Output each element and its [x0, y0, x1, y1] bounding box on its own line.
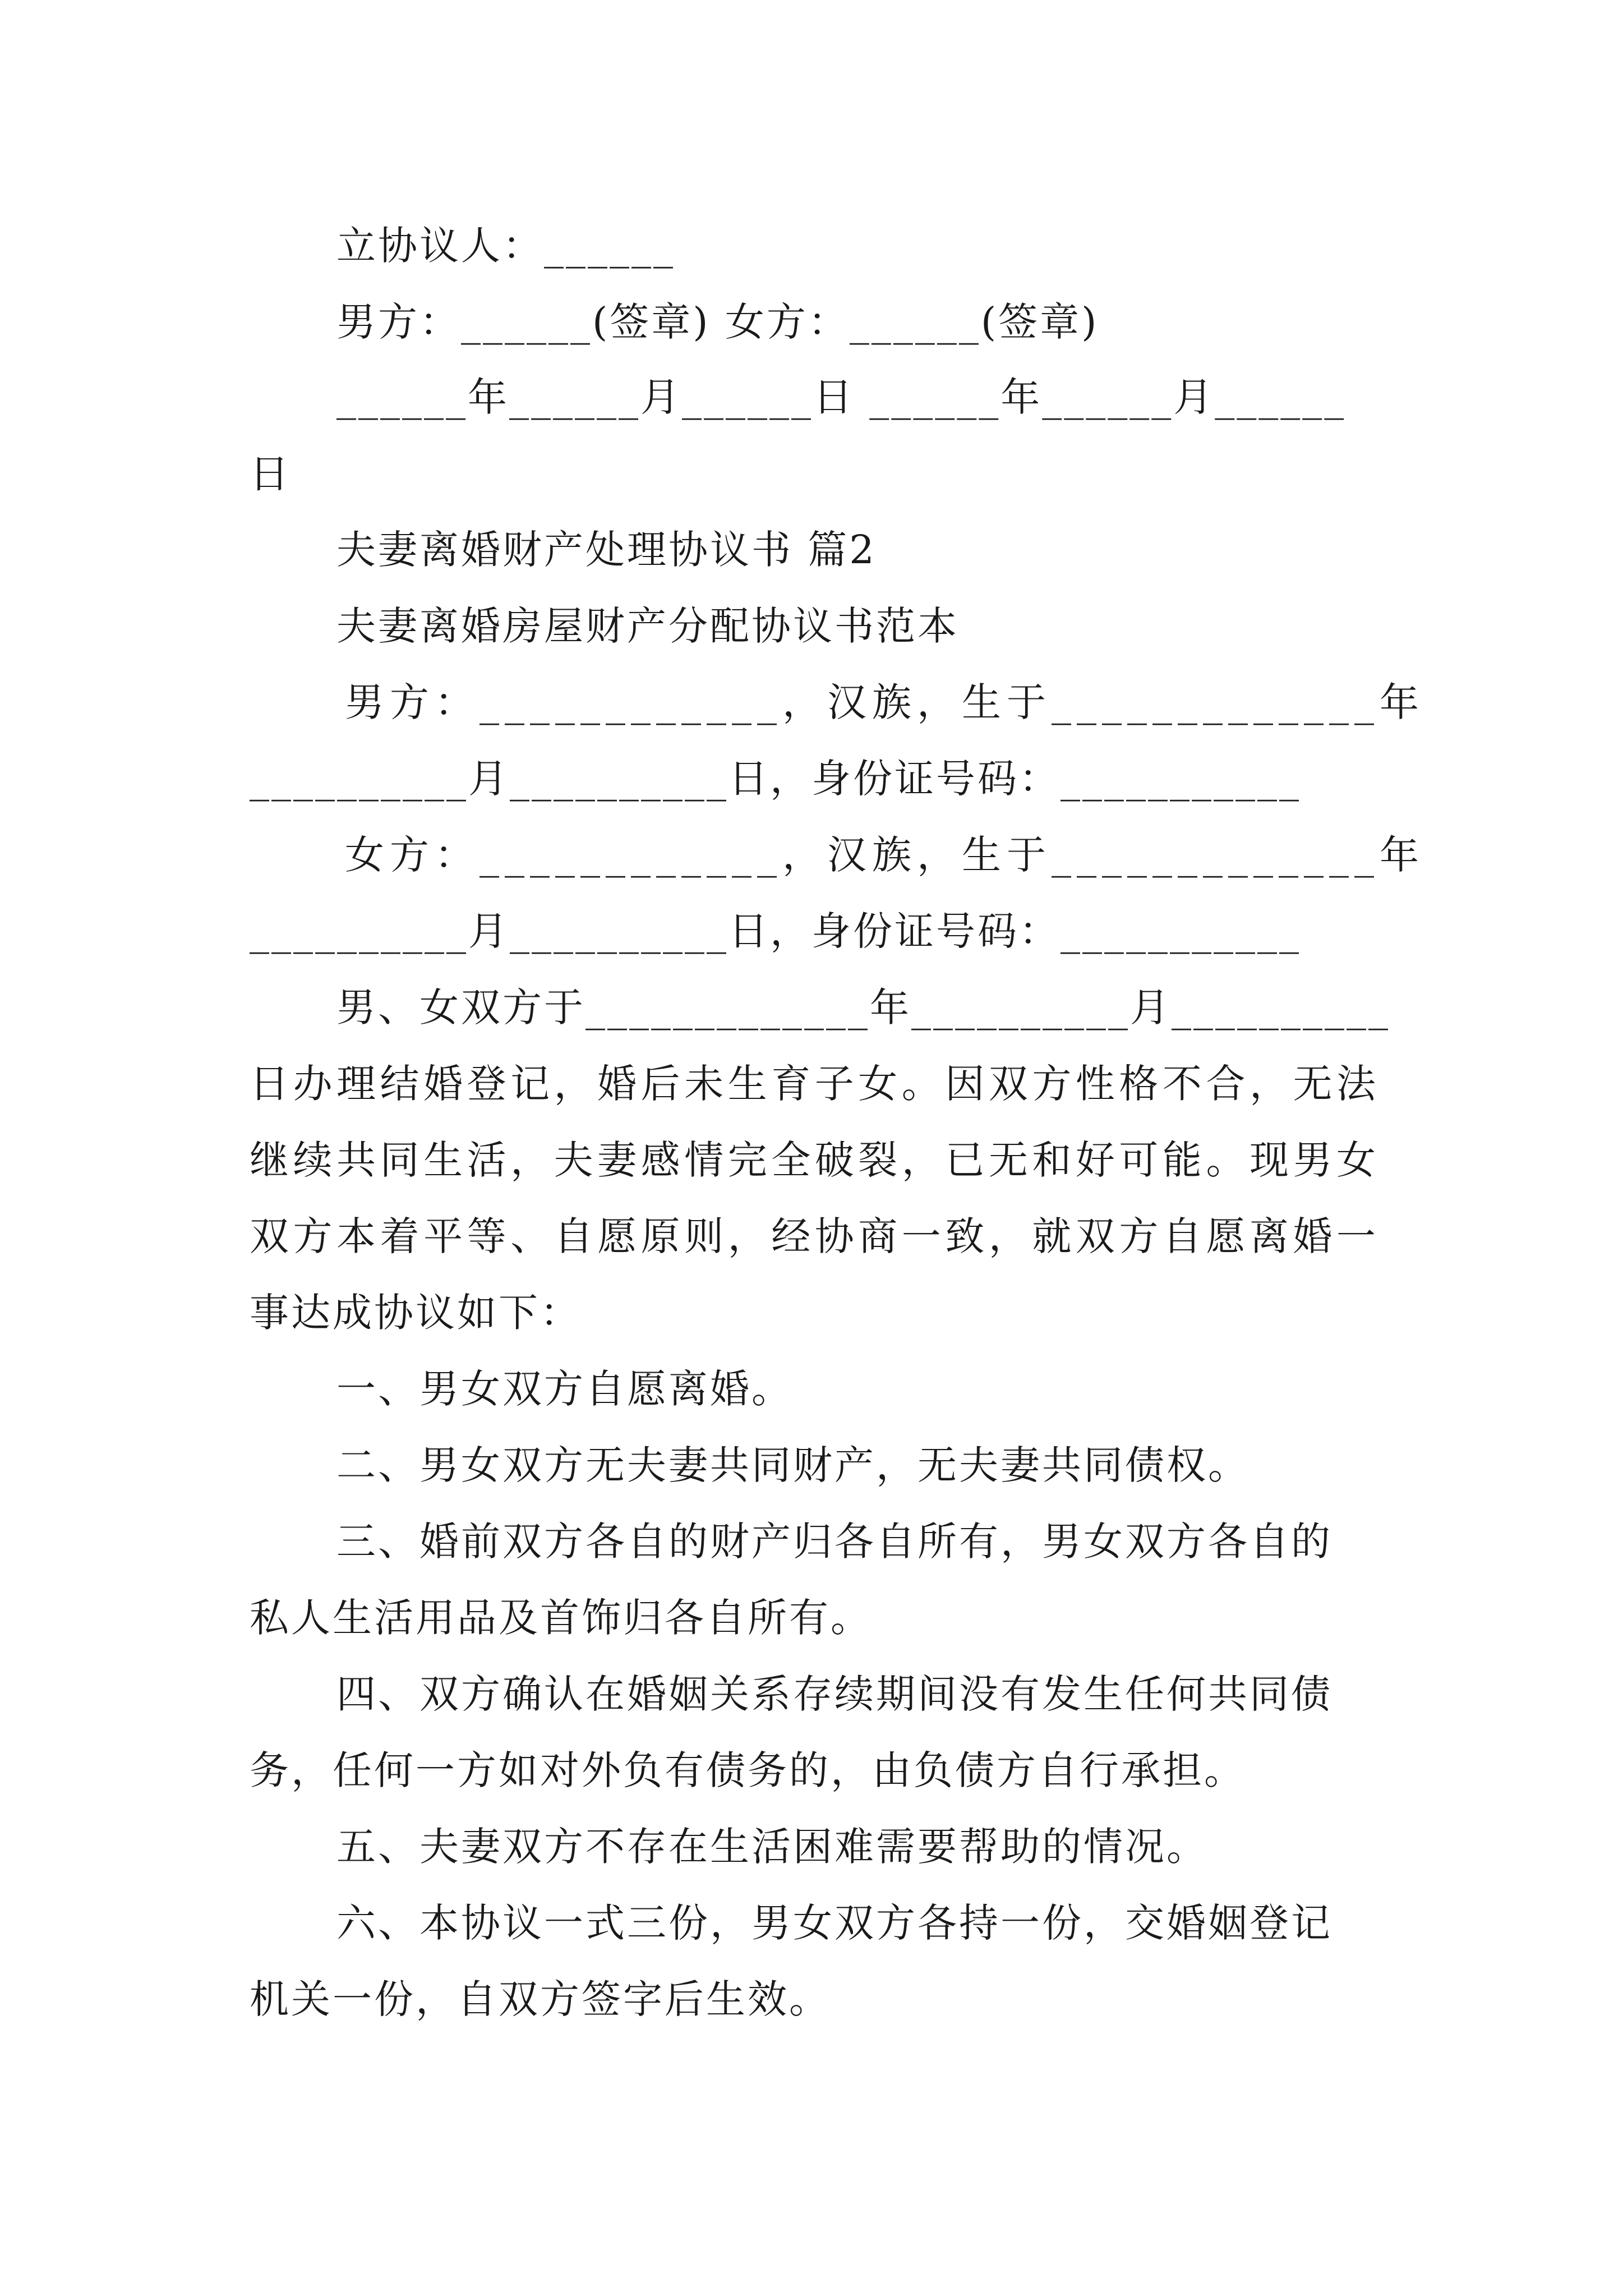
paragraph-line: 双方本着平等、自愿原则，经协商一致，就双方自愿离婚一	[250, 1213, 1378, 1259]
signatory-line: 立协议人：______	[336, 223, 675, 269]
section-heading: 夫妻离婚财产处理协议书 篇2	[336, 527, 877, 573]
paragraph-line: 日办理结婚登记，婚后未生育子女。因双方性格不合，无法	[250, 1061, 1378, 1107]
paragraph-line: 继续共同生活，夫妻感情完全破裂，已无和好可能。现男女	[250, 1137, 1378, 1183]
date-line: ______年______月______日 ______年______月______	[336, 374, 1347, 420]
clause-1: 一、男女双方自愿离婚。	[336, 1366, 793, 1412]
clause-4: 四、双方确认在婚姻关系存续期间没有发生任何共同债	[336, 1671, 1332, 1717]
female-party-line-continued: __________月__________日，身份证号码：___________	[250, 908, 1301, 954]
female-party-line: 女方：____________，汉族，生于_____________年	[345, 832, 1424, 878]
clause-4-continued: 务，任何一方如对外负有债务的，由负债方自行承担。	[250, 1747, 1246, 1793]
signature-line: 男方：______(签章) 女方：______(签章)	[336, 299, 1099, 345]
document-title: 夫妻离婚房屋财产分配协议书范本	[336, 603, 959, 649]
clause-2: 二、男女双方无夫妻共同财产，无夫妻共同债权。	[336, 1442, 1249, 1488]
paragraph-line: 事达成协议如下：	[250, 1290, 582, 1336]
clause-3: 三、婚前双方各自的财产归各自所有，男女双方各自的	[336, 1519, 1332, 1565]
male-party-line-continued: __________月__________日，身份证号码：___________	[250, 756, 1301, 802]
clause-5: 五、夫妻双方不存在生活困难需要帮助的情况。	[336, 1824, 1208, 1870]
clause-6: 六、本协议一式三份，男女双方各持一份，交婚姻登记	[336, 1900, 1332, 1946]
date-line-continued: 日	[250, 451, 291, 497]
clause-6-continued: 机关一份，自双方签字后生效。	[250, 1976, 831, 2022]
clause-3-continued: 私人生活用品及首饰归各自所有。	[250, 1595, 872, 1641]
marriage-registration-paragraph: 男、女双方于_____________年__________月__________	[336, 984, 1390, 1030]
male-party-line: 男方：____________，汉族，生于_____________年	[345, 679, 1424, 725]
